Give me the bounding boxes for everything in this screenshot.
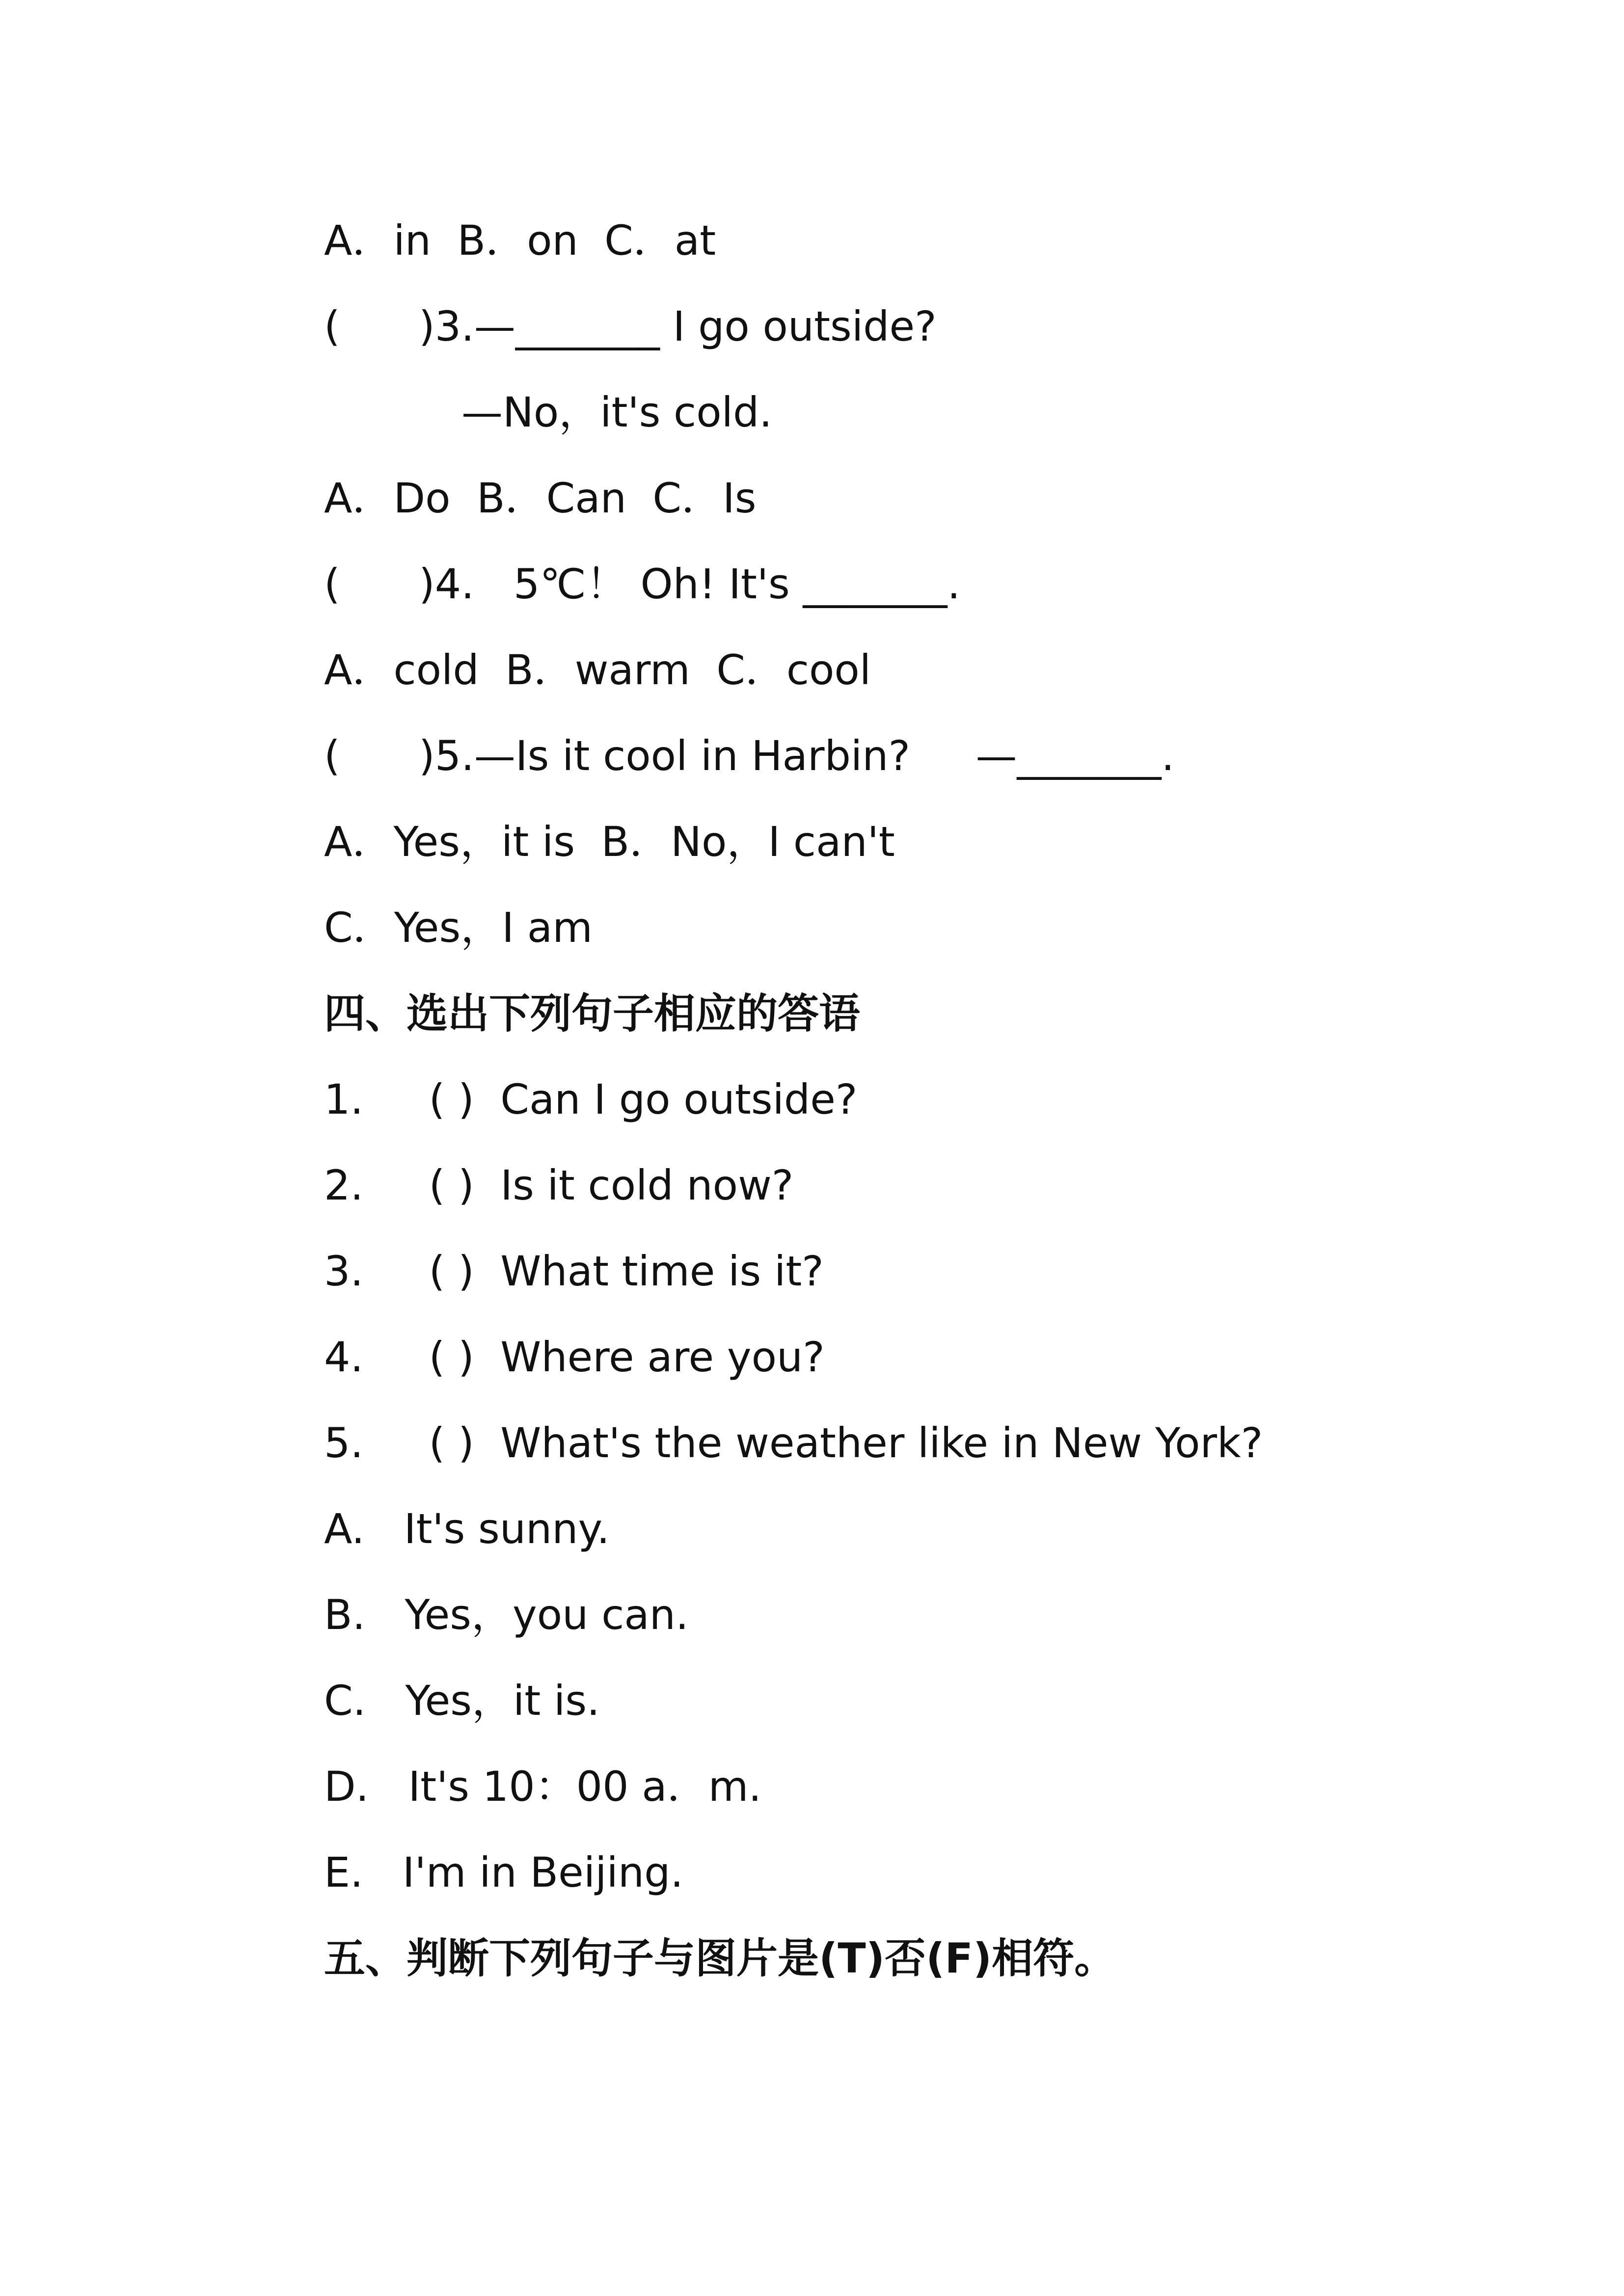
q4-options: A．cold B．warm C．cool bbox=[324, 646, 871, 694]
q5-option-c: C．Yes，I am bbox=[324, 904, 593, 952]
s4-answer-b: B. Yes，you can. bbox=[324, 1591, 689, 1639]
s4-question-4: 4. ( ) Where are you? bbox=[324, 1333, 825, 1381]
q2-options: A．in B．on C．at bbox=[324, 216, 716, 265]
q3-options: A．Do B．Can C．Is bbox=[324, 474, 757, 522]
q5-options-ab: A．Yes，it is B．No，I can't bbox=[324, 818, 895, 866]
s4-answer-c: C. Yes，it is. bbox=[324, 1677, 600, 1725]
s4-question-2: 2. ( ) Is it cold now? bbox=[324, 1161, 794, 1209]
s4-answer-d: D. It's 10：00 a．m. bbox=[324, 1762, 762, 1811]
q3-dialogue-reply: —No，it's cold. bbox=[461, 388, 772, 436]
s4-question-3: 3. ( ) What time is it? bbox=[324, 1247, 824, 1295]
q3-question: ( )3.—_______ I go outside? bbox=[324, 302, 937, 350]
q4-question: ( )4. 5℃！ Oh! It's _______. bbox=[324, 560, 961, 608]
s4-question-5: 5. ( ) What's the weather like in New York? bbox=[324, 1419, 1263, 1467]
q5-question: ( )5.—Is it cool in Harbin? —_______. bbox=[324, 732, 1175, 780]
s4-answer-a: A. It's sunny. bbox=[324, 1505, 610, 1553]
section-4-heading: 四、选出下列句子相应的答语 bbox=[324, 989, 861, 1038]
section-5-heading: 五、判断下列句子与图片是(T)否(F)相符。 bbox=[324, 1934, 1116, 1982]
s4-answer-e: E. I'm in Beijing. bbox=[324, 1848, 684, 1896]
s4-question-1: 1. ( ) Can I go outside? bbox=[324, 1075, 858, 1123]
